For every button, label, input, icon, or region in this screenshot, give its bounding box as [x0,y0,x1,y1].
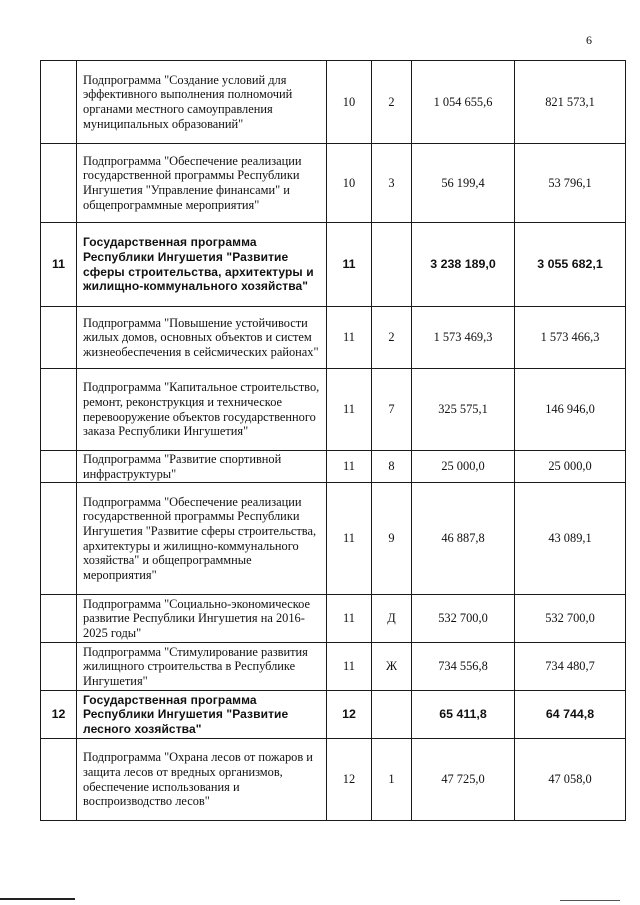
row-number [41,643,77,691]
program-code: 11 [327,223,372,307]
subprogram-code: 2 [372,61,412,144]
amount-1: 325 575,1 [412,369,515,451]
program-code: 12 [327,691,372,739]
page-number: 6 [586,33,592,47]
table-row [41,307,626,369]
table-row-program [41,223,626,307]
table-row [41,369,626,451]
row-number [41,595,77,643]
program-name: Подпрограмма "Обеспечение реализации государственной программы Республики Ингушетия "Управление финансами" и общепрограммные мероприятия" [77,144,327,223]
row-number: 12 [41,691,77,739]
program-name: Подпрограмма "Капитальное строительство, ремонт, реконструкция и техническое перевооружение объектов государственного заказа Республики Ингушетия" [77,369,327,451]
amount-1: 1 054 655,6 [412,61,515,144]
subprogram-code: 1 [372,739,412,821]
amount-1: 532 700,0 [412,595,515,643]
amount-1: 1 573 469,3 [412,307,515,369]
subprogram-code: Ж [372,643,412,691]
subprogram-code: 9 [372,483,412,595]
amount-2: 821 573,1 [515,61,626,144]
row-number [41,61,77,144]
table-row [41,451,626,483]
row-number [41,451,77,483]
program-name: Государственная программа Республики Ингушетия "Развитие сферы строительства, архитектуры и жилищно-коммунального хозяйства" [77,223,327,307]
subprogram-code: 3 [372,144,412,223]
amount-2: 43 089,1 [515,483,626,595]
program-name: Подпрограмма "Социально-экономическое развитие Республики Ингушетия на 2016-2025 годы" [77,595,327,643]
amount-2: 1 573 466,3 [515,307,626,369]
amount-1: 56 199,4 [412,144,515,223]
row-number [41,307,77,369]
amount-2: 3 055 682,1 [515,223,626,307]
program-name: Подпрограмма "Повышение устойчивости жилых домов, основных объектов и систем жизнеобеспечения в сейсмических районах" [77,307,327,369]
row-number [41,144,77,223]
scan-edge-mark [560,900,620,901]
program-code: 11 [327,369,372,451]
row-number: 11 [41,223,77,307]
program-code: 11 [327,451,372,483]
subprogram-code [372,223,412,307]
program-name: Подпрограмма "Охрана лесов от пожаров и защита лесов от вредных организмов, обеспечение использования и воспроизводство лесов" [77,739,327,821]
program-name: Подпрограмма "Создание условий для эффективного выполнения полномочий органами местного самоуправления муниципальных образований" [77,61,327,144]
row-number [41,369,77,451]
table-row [41,595,626,643]
subprogram-code: 8 [372,451,412,483]
amount-1: 47 725,0 [412,739,515,821]
subprogram-code [372,691,412,739]
amount-1: 46 887,8 [412,483,515,595]
amount-2: 734 480,7 [515,643,626,691]
amount-2: 146 946,0 [515,369,626,451]
table-row [41,483,626,595]
amount-2: 64 744,8 [515,691,626,739]
subprogram-code: Д [372,595,412,643]
table-row [41,739,626,821]
amount-2: 25 000,0 [515,451,626,483]
program-code: 11 [327,483,372,595]
program-code: 11 [327,643,372,691]
program-code: 11 [327,595,372,643]
scan-edge-mark [0,898,75,900]
table-row [41,144,626,223]
row-number [41,483,77,595]
subprogram-code: 7 [372,369,412,451]
budget-table [40,60,626,821]
amount-1: 734 556,8 [412,643,515,691]
amount-2: 53 796,1 [515,144,626,223]
program-code: 10 [327,144,372,223]
table-row [41,61,626,144]
program-name: Государственная программа Республики Ингушетия "Развитие лесного хозяйства" [77,691,327,739]
amount-2: 532 700,0 [515,595,626,643]
amount-1: 65 411,8 [412,691,515,739]
row-number [41,739,77,821]
amount-1: 3 238 189,0 [412,223,515,307]
program-code: 10 [327,61,372,144]
subprogram-code: 2 [372,307,412,369]
amount-2: 47 058,0 [515,739,626,821]
table-row [41,643,626,691]
program-name: Подпрограмма "Стимулирование развития жилищного строительства в Республике Ингушетия" [77,643,327,691]
amount-1: 25 000,0 [412,451,515,483]
program-code: 12 [327,739,372,821]
program-code: 11 [327,307,372,369]
program-name: Подпрограмма "Развитие спортивной инфраструктуры" [77,451,327,483]
table-row-program [41,691,626,739]
program-name: Подпрограмма "Обеспечение реализации государственной программы Республики Ингушетия "Развитие сферы строительства, архитектуры и жилищно-коммунального хозяйства" и общепрограммные мероприятия" [77,483,327,595]
